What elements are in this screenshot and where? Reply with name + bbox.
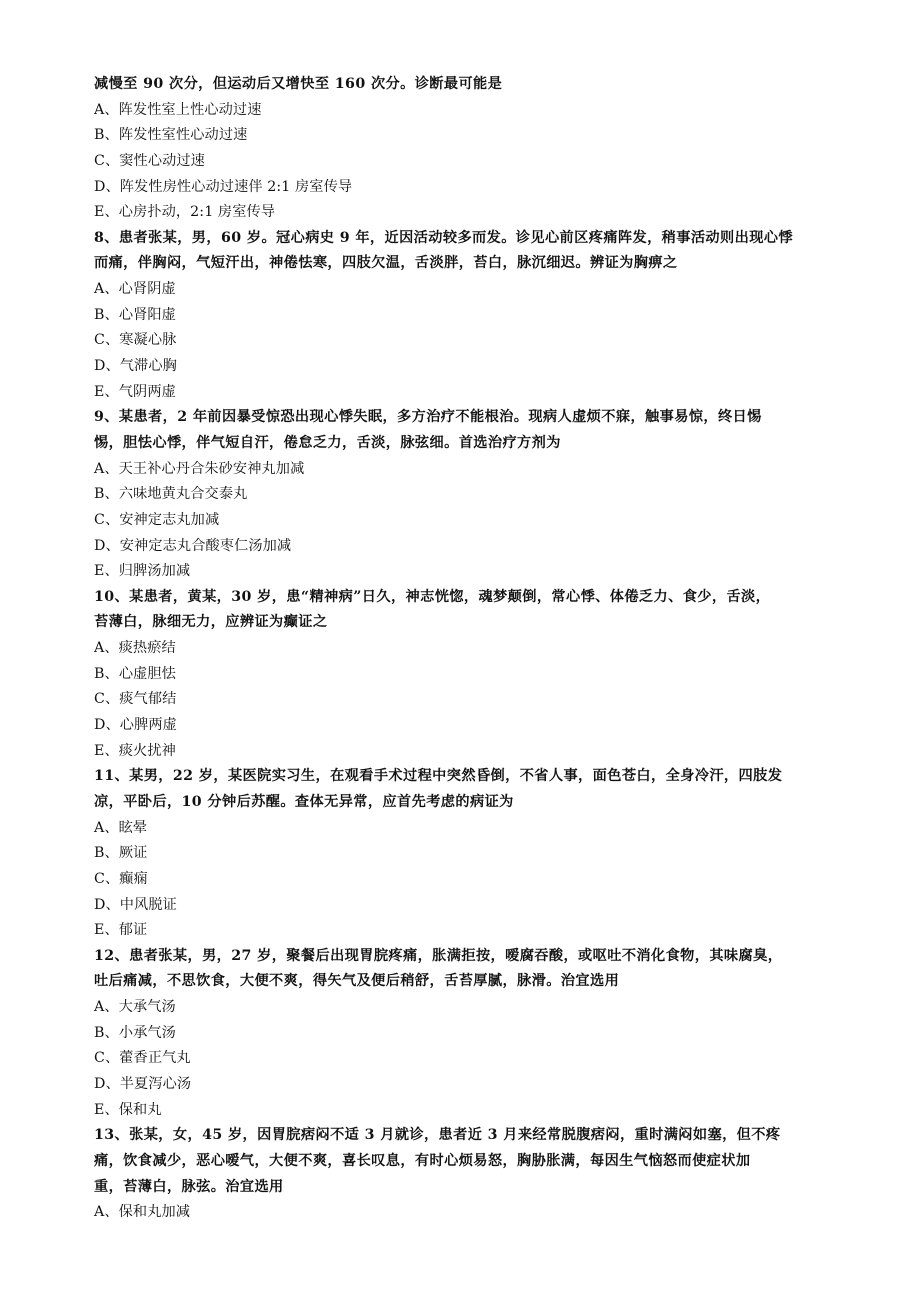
question-text-line: 10、某患者，黄某，30 岁，患“精神病”日久，神志恍惚，魂梦颠倒，常心悸、体倦乏力、食少，舌淡， — [94, 588, 771, 605]
answer-option: B、厥证 — [94, 845, 148, 862]
answer-option: D、安神定志丸合酸枣仁汤加减 — [94, 537, 292, 554]
question-text-line: 减慢至 90 次分，但运动后又增快至 160 次分。诊断最可能是 — [94, 76, 503, 92]
question-text-line: 吐后痛减，不思饮食，大便不爽，得矢气及便后稍舒，舌苔厚腻，脉滑。治宜选用 — [94, 973, 620, 990]
answer-option: B、小承气汤 — [94, 1024, 176, 1041]
answer-option: A、天王补心丹合朱砂安神丸加减 — [94, 460, 305, 477]
answer-option: C、安神定志丸加减 — [94, 511, 220, 528]
answer-option: C、痰气郁结 — [94, 691, 177, 708]
answer-option: A、心肾阴虚 — [94, 281, 176, 298]
answer-option: C、癫痫 — [94, 870, 148, 887]
answer-option: D、中风脱证 — [94, 896, 177, 913]
question-text-line: 而痛，伴胸闷，气短汗出，神倦怯寒，四肢欠温，舌淡胖，苔白，脉沉细迟。辨证为胸痹之 — [94, 255, 678, 272]
answer-option: B、阵发性室性心动过速 — [94, 127, 248, 144]
answer-option: A、痰热瘀结 — [94, 640, 176, 657]
answer-option: C、藿香正气丸 — [94, 1050, 191, 1067]
question-text-line: 9、某患者，2 年前因暴受惊恐出现心悸失眠，多方治疗不能根治。现病人虚烦不寐，触事易惊，终日惕 — [94, 409, 762, 426]
answer-option: C、寒凝心脉 — [94, 332, 177, 349]
question-text-line: 凉，平卧后，10 分钟后苏醒。查体无异常，应首先考虑的病证为 — [94, 793, 514, 810]
answer-option: D、气滞心胸 — [94, 358, 177, 375]
answer-option: E、气阴两虚 — [94, 383, 176, 400]
question-text-line: 13、张某，女，45 岁，因胃脘痞闷不适 3 月就诊，患者近 3 月来经常脱腹痞闷，重时满闷如塞，但不疼 — [94, 1127, 781, 1144]
question-text-line: 8、患者张某，男，60 岁。冠心病史 9 年，近因活动较多而发。诊见心前区疼痛阵发，稍事活动则出现心悸 — [94, 229, 793, 246]
answer-option: E、郁证 — [94, 922, 148, 939]
answer-option: B、六味地黄丸合交泰丸 — [94, 486, 248, 503]
answer-option: A、阵发性室上性心动过速 — [94, 101, 262, 118]
answer-option: E、归脾汤加减 — [94, 563, 191, 580]
answer-option: D、半夏泻心汤 — [94, 1075, 192, 1092]
question-text-line: 重，苔薄白，脉弦。治宜选用 — [94, 1178, 284, 1195]
answer-option: C、窦性心动过速 — [94, 152, 205, 169]
answer-option: A、大承气汤 — [94, 999, 176, 1016]
question-text-line: 12、患者张某，男，27 岁，聚餐后出现胃脘疼痛，胀满拒按，嗳腐吞酸，或呕吐不消化食物，其味腐臭， — [94, 947, 783, 964]
answer-option: B、心肾阳虚 — [94, 306, 176, 323]
question-text-line: 11、某男，22 岁，某医院实习生，在观看手术过程中突然昏倒，不省人事，面色苍白，全身冷汗，四肢发 — [94, 768, 783, 785]
answer-option: B、心虚胆怯 — [94, 665, 176, 682]
question-text-line: 苔薄白，脉细无力，应辨证为癫证之 — [94, 614, 328, 631]
answer-option: A、眩晕 — [94, 819, 148, 836]
answer-option: E、痰火扰神 — [94, 742, 176, 759]
answer-option: A、保和丸加减 — [94, 1204, 191, 1221]
question-text-line: 痛，饮食减少，恶心嗳气，大便不爽，喜长叹息，有时心烦易怒，胸胁胀满，每因生气恼怒而使症状加 — [94, 1152, 751, 1169]
answer-option: D、心脾两虚 — [94, 717, 177, 734]
question-text-line: 惕，胆怯心悸，伴气短自汗，倦怠乏力，舌淡，脉弦细。首选治疗方剂为 — [94, 434, 561, 451]
answer-option: E、心房扑动，2:1 房室传导 — [94, 204, 276, 221]
exam-questions — [94, 72, 834, 1226]
answer-option: D、阵发性房性心动过速伴 2:1 房室传导 — [94, 178, 353, 195]
answer-option: E、保和丸 — [94, 1101, 162, 1118]
